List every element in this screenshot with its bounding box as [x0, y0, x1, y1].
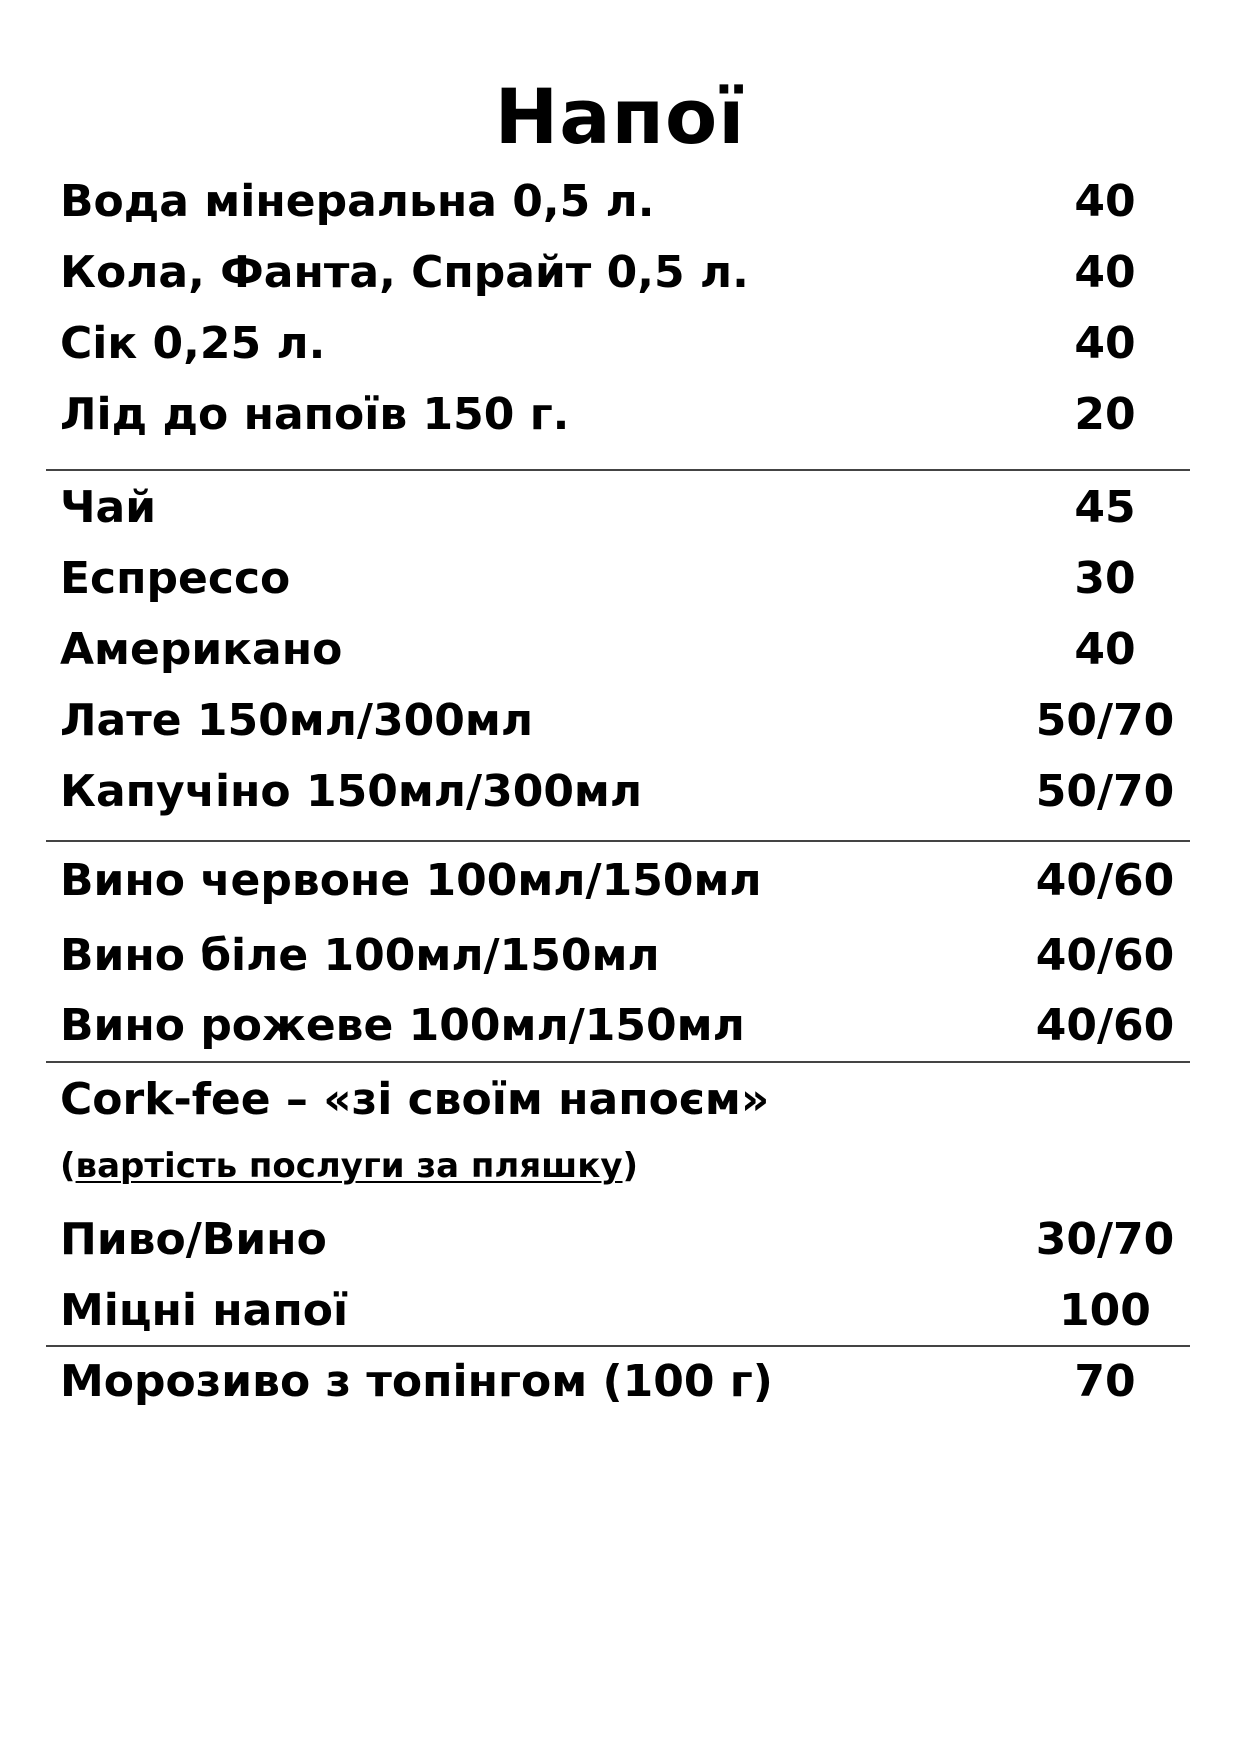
note-text: вартість послуги за пляшку	[75, 1146, 623, 1186]
item-name: Американо	[60, 624, 343, 675]
note-paren-open: (	[60, 1146, 76, 1186]
menu-item	[60, 1208, 1190, 1272]
item-price: 30	[1074, 553, 1136, 604]
section-divider	[46, 1345, 1190, 1347]
item-name: Чай	[60, 482, 157, 533]
menu-item	[60, 760, 1190, 824]
item-name: Морозиво з топінгом (100 г)	[60, 1356, 773, 1407]
section-divider	[46, 1061, 1190, 1063]
item-price: 50/70	[1035, 695, 1175, 746]
menu-item	[60, 1279, 1190, 1343]
item-price: 40	[1074, 318, 1136, 369]
section-divider	[46, 469, 1190, 471]
menu-item	[60, 924, 1190, 988]
menu-item	[60, 241, 1190, 305]
cork-fee-note	[60, 1138, 638, 1194]
item-price: 45	[1074, 482, 1136, 533]
menu-item	[60, 383, 1190, 447]
menu-item	[60, 476, 1190, 540]
section-divider	[46, 840, 1190, 842]
item-name: Еспрессо	[60, 553, 291, 604]
item-name: Лід до напоїв 150 г.	[60, 389, 570, 440]
item-name: Капучіно 150мл/300мл	[60, 766, 643, 817]
item-name: Вино рожеве 100мл/150мл	[60, 1000, 745, 1051]
item-price: 40	[1074, 624, 1136, 675]
menu-item-cork-fee	[60, 1068, 1190, 1132]
item-price: 20	[1074, 389, 1136, 440]
item-price: 40/60	[1035, 855, 1175, 906]
menu-item	[60, 547, 1190, 611]
item-price: 40/60	[1035, 1000, 1175, 1051]
item-name: Cork-fee – «зі своїм напоєм»	[60, 1074, 770, 1125]
item-price: 50/70	[1035, 766, 1175, 817]
menu-item	[60, 994, 1190, 1058]
note-paren-close: )	[622, 1146, 639, 1186]
item-name: Вода мінеральна 0,5 л.	[60, 176, 655, 227]
item-name: Вино червоне 100мл/150мл	[60, 855, 762, 906]
menu-item	[60, 312, 1190, 376]
item-name: Сік 0,25 л.	[60, 318, 326, 369]
item-name: Пиво/Вино	[60, 1214, 327, 1265]
page-title: Напої	[494, 72, 746, 161]
menu-item	[60, 689, 1190, 753]
item-price: 40/60	[1035, 930, 1175, 981]
item-name: Кола, Фанта, Спрайт 0,5 л.	[60, 247, 749, 298]
item-name: Міцні напої	[60, 1285, 349, 1336]
menu-item	[60, 618, 1190, 682]
item-price: 30/70	[1035, 1214, 1175, 1265]
menu-item	[60, 849, 1190, 913]
menu-item	[60, 170, 1190, 234]
item-name: Вино біле 100мл/150мл	[60, 930, 660, 981]
menu-item	[60, 1350, 1190, 1414]
item-price: 100	[1059, 1285, 1151, 1336]
item-name: Лате 150мл/300мл	[60, 695, 534, 746]
item-price: 40	[1074, 247, 1136, 298]
item-price: 70	[1074, 1356, 1136, 1407]
item-price: 40	[1074, 176, 1136, 227]
